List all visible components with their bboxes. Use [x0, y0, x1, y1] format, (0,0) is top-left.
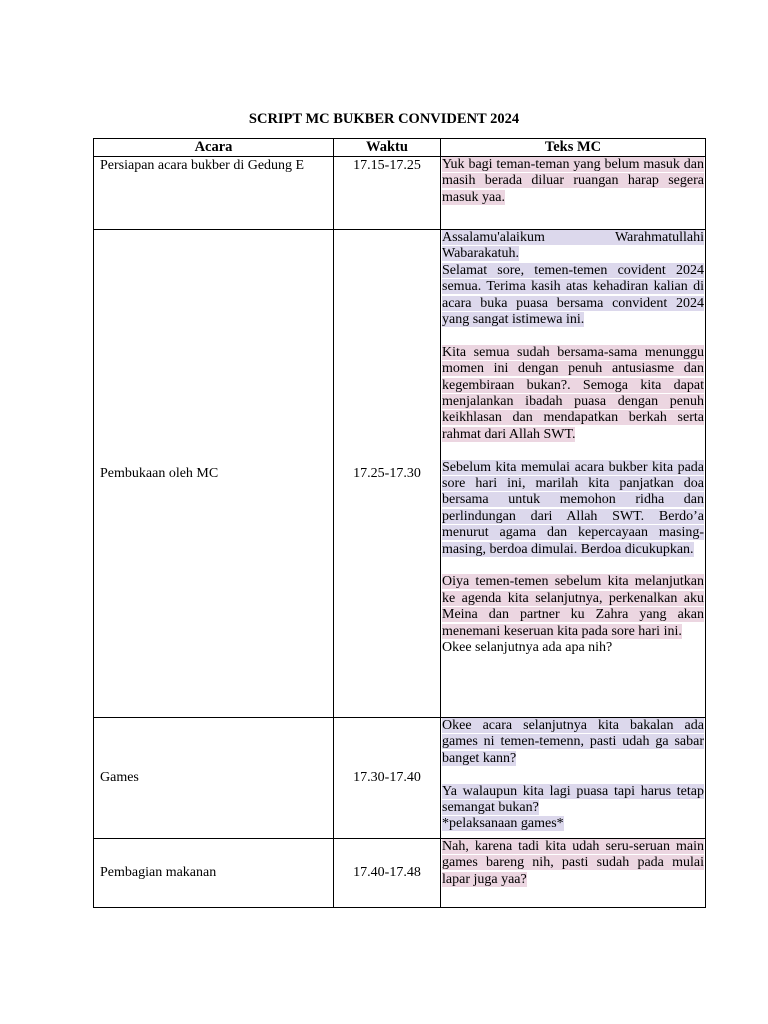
table-row	[94, 230, 706, 718]
mc-paragraph	[442, 230, 704, 263]
mc-paragraph	[442, 718, 704, 767]
mc-paragraph	[442, 574, 704, 640]
header-teks-mc: Teks MC	[441, 139, 706, 157]
paragraph-spacer	[442, 328, 704, 344]
teks-mc-cell	[441, 230, 706, 718]
mc-paragraph	[442, 157, 704, 206]
teks-mc-cell	[441, 839, 706, 908]
mc-paragraph	[442, 784, 704, 817]
paragraph-spacer	[442, 767, 704, 783]
header-row	[94, 139, 706, 157]
table-row	[94, 839, 706, 908]
mc-text: Selamat sore, temen-temen covident 2024 semua. Terima kasih atas kehadiran kalian di acara buka puasa bersama convident 2024 yang sangat istimewa ini.	[442, 262, 704, 328]
mc-text: Sebelum kita memulai acara bukber kita pada sore hari ini, marilah kita panjatkan doa bersama untuk memohon ridha dan perlindungan dari Allah SWT. Berdo’a menurut agama dan kepercayaan masing-masing, berdoa dimulai. Berdoa dicukupkan.	[442, 459, 704, 557]
waktu-cell: 17.30-17.40	[334, 718, 441, 839]
mc-paragraph	[442, 640, 704, 656]
waktu-cell: 17.40-17.48	[334, 839, 441, 908]
mc-text: Ya walaupun kita lagi puasa tapi harus tetap semangat bukan?	[442, 783, 704, 816]
paragraph-spacer	[442, 558, 704, 574]
waktu-cell: 17.15-17.25	[334, 157, 441, 230]
mc-paragraph	[442, 460, 704, 558]
header-waktu: Waktu	[334, 139, 441, 157]
mc-text: Assalamu'alaikum Warahmatullahi Wabarakatuh.	[442, 230, 704, 262]
mc-text: Nah, karena tadi kita udah seru-seruan main games bareng nih, pasti sudah pada mulai lapar juga yaa?	[442, 839, 704, 887]
mc-text: Kita semua sudah bersama-sama menunggu momen ini dengan penuh antusiasme dan kegembiraan bukan?. Semoga kita dapat menjalankan ibadah puasa dengan penuh keikhlasan dan mendapatkan berkah serta rahmat dari Allah SWT.	[442, 344, 704, 442]
teks-mc-cell	[441, 718, 706, 839]
acara-cell: Persiapan acara bukber di Gedung E	[94, 157, 334, 230]
acara-cell: Pembagian makanan	[94, 839, 334, 908]
waktu-cell: 17.25-17.30	[334, 230, 441, 718]
table-row	[94, 718, 706, 839]
mc-paragraph	[442, 263, 704, 329]
mc-text: Okee selanjutnya ada apa nih?	[442, 640, 613, 656]
script-table	[93, 138, 706, 908]
document-title: SCRIPT MC BUKBER CONVIDENT 2024	[248, 111, 520, 127]
header-acara: Acara	[94, 139, 334, 157]
teks-mc-cell	[441, 157, 706, 230]
mc-paragraph	[442, 839, 704, 888]
mc-text: *pelaksanaan games*	[442, 816, 564, 832]
paragraph-spacer	[442, 443, 704, 459]
table-row	[94, 157, 706, 230]
mc-paragraph	[442, 816, 704, 832]
acara-cell: Games	[94, 718, 334, 839]
mc-text: Okee acara selanjutnya kita bakalan ada games ni temen-temenn, pasti udah ga sabar banget kann?	[442, 718, 704, 766]
mc-paragraph	[442, 345, 704, 443]
mc-text: Oiya temen-temen sebelum kita melanjutkan ke agenda kita selanjutnya, perkenalkan aku Meina dan partner ku Zahra yang akan menemani keseruan kita pada sore hari ini.	[442, 574, 704, 639]
mc-text: Yuk bagi teman-teman yang belum masuk dan masih berada diluar ruangan harap segera masuk yaa.	[442, 157, 704, 205]
acara-cell: Pembukaan oleh MC	[94, 230, 334, 718]
